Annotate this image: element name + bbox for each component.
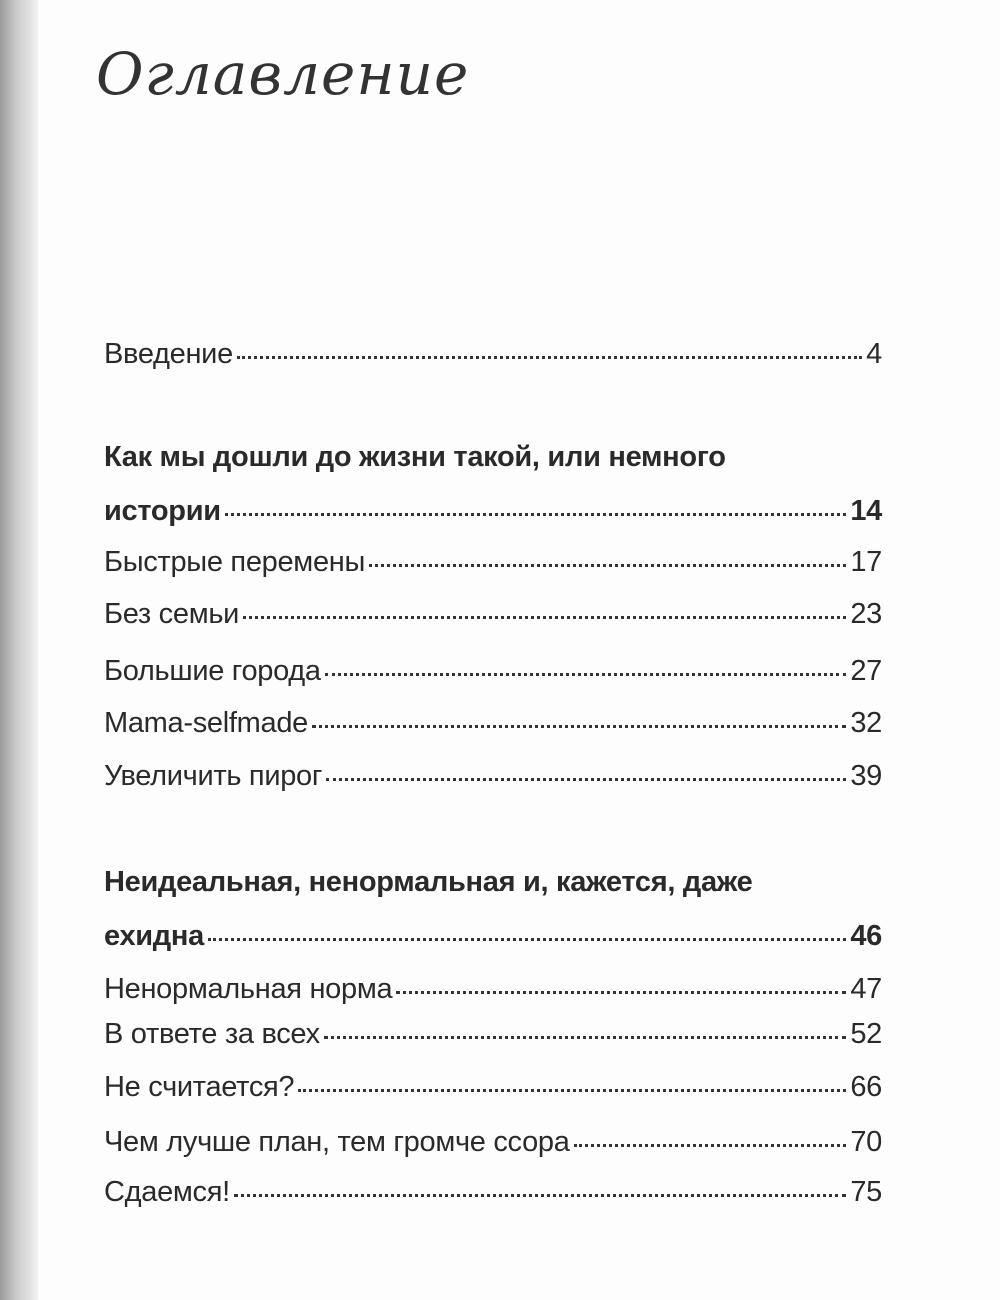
toc-label: истории: [104, 495, 221, 527]
toc-label: ехидна: [104, 920, 204, 952]
page-title: Оглавление: [96, 40, 470, 108]
toc-entry: [104, 338, 882, 371]
toc-label: Увеличить пирог: [104, 760, 323, 792]
toc-label: В ответе за всех: [104, 1018, 320, 1050]
dot-leader: [237, 356, 862, 359]
toc-page: 46: [850, 920, 882, 952]
toc-section-heading: Неидеальная, ненормальная и, кажется, даже: [104, 866, 753, 898]
dot-leader: [574, 1144, 847, 1147]
toc-page: 39: [850, 760, 882, 792]
toc-page: 52: [850, 1018, 882, 1050]
toc-entry: [104, 598, 882, 631]
toc-page: 70: [850, 1126, 882, 1158]
toc-entry: [104, 760, 882, 793]
dot-leader: [324, 1036, 847, 1039]
dot-leader: [234, 1194, 846, 1197]
toc-label: Сдаемся!: [104, 1176, 230, 1208]
dot-leader: [396, 991, 846, 994]
toc-entry: [104, 546, 882, 579]
toc-label: Не считается?: [104, 1071, 295, 1103]
dot-leader: [369, 564, 846, 567]
toc-label: Большие города: [104, 655, 321, 687]
dot-leader: [208, 938, 846, 941]
toc-label: Чем лучше план, тем громче ссора: [104, 1126, 570, 1158]
toc-entry: [104, 920, 882, 953]
dot-leader: [312, 725, 846, 728]
toc-page: 27: [850, 655, 882, 687]
toc-page: 23: [850, 598, 882, 630]
toc-label: Mama-selfmade: [104, 707, 308, 739]
toc-section-heading: Как мы дошли до жизни такой, или немного: [104, 441, 726, 473]
dot-leader: [225, 513, 847, 516]
toc-entry: [104, 495, 882, 528]
toc-page: 14: [850, 495, 882, 527]
toc-page: 32: [850, 707, 882, 739]
toc-entry: [104, 707, 882, 740]
toc-page: 66: [850, 1071, 882, 1103]
dot-leader: [243, 616, 846, 619]
toc-page: 4: [866, 338, 882, 370]
toc-label: Без семьи: [104, 598, 240, 630]
toc-page: 47: [850, 973, 882, 1005]
dot-leader: [325, 673, 847, 676]
toc-label: Ненормальная норма: [104, 973, 393, 1005]
toc-entry: [104, 1176, 882, 1209]
toc-entry: [104, 973, 882, 1006]
toc-page: 17: [850, 546, 882, 578]
toc-entry: [104, 655, 882, 688]
dot-leader: [298, 1089, 846, 1092]
toc-entry: [104, 1126, 882, 1159]
page-gutter-shadow: [0, 0, 38, 1300]
dot-leader: [326, 778, 846, 781]
toc-page: 75: [850, 1176, 882, 1208]
toc-label: Быстрые перемены: [104, 546, 366, 578]
toc-label: Введение: [104, 338, 233, 370]
toc-entry: [104, 1018, 882, 1051]
toc-entry: [104, 1071, 882, 1104]
